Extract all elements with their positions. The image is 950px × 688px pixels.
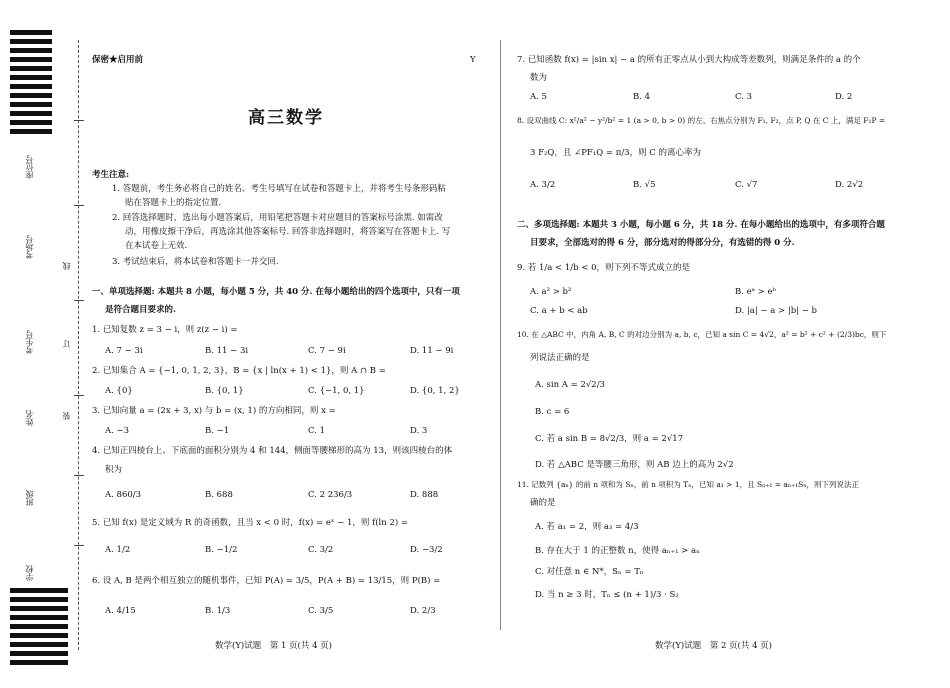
q11-option-d: D. 当 n ≥ 3 时，Tₙ ≤ (n + 1)/3 · S₂ (535, 590, 679, 600)
question-1: 1. 已知复数 z = 3 − i，则 z(z − i) = (92, 325, 238, 335)
q10-option-c: C. 若 a sin B = 8√2/3，则 a = 2√17 (535, 434, 684, 444)
version-mark: Y (470, 55, 476, 65)
q4-option-a: A. 860/3 (105, 490, 142, 500)
page-title: 高三数学 (248, 108, 324, 128)
q1-option-a: A. 7 − 3i (105, 346, 143, 356)
exam-no-label: 考生号 (25, 330, 34, 354)
page-1-footer: 数学(Y)试题 第 1 页(共 4 页) (215, 641, 333, 651)
seat-label: 座位号 (25, 155, 34, 179)
q11-option-c: C. 对任意 n ∈ N*，Sₙ = Tₙ (535, 567, 644, 577)
q6-option-b: B. 1/3 (205, 606, 231, 616)
cut-line (78, 40, 79, 650)
q1-option-c: C. 7 − 9i (308, 346, 346, 356)
q3-option-a: A. −3 (105, 426, 130, 436)
q6-option-d: D. 2/3 (410, 606, 436, 616)
q4-option-c: C. 2 236/3 (308, 490, 353, 500)
q3-option-c: C. 1 (308, 426, 326, 436)
notes-title: 考生注意: (92, 170, 130, 180)
school-label: 学校 (25, 565, 34, 581)
q8-option-d: D. 2√2 (835, 180, 864, 190)
name-label: 姓名 (25, 410, 34, 426)
question-11: 11. 记数列 {aₙ} 的前 n 项和为 Sₙ，前 n 项积为 Tₙ，已知 a₁ > 1，且 Sₙ₊₁ = aₙ₊₁Sₙ，则下列说法正 (517, 480, 859, 489)
q7-option-b: B. 4 (633, 92, 651, 102)
q8-option-a: A. 3/2 (530, 180, 556, 190)
field-line (74, 545, 84, 546)
q5-option-b: B. −1/2 (205, 545, 238, 555)
field-line (74, 205, 84, 206)
q10-option-b: B. c = 6 (535, 407, 570, 417)
q7-option-c: C. 3 (735, 92, 753, 102)
field-line (74, 395, 84, 396)
q7-option-d: D. 2 (835, 92, 853, 102)
question-8: 8. 设双曲线 C: x²/a² − y²/b² = 1 (a > 0, b > 0) 的左、右焦点分别为 F₁, F₂，点 P, Q 在 C 上，满足 F₁P = (517, 116, 886, 125)
note-line: 贴在答题卡上的指定位置. (125, 198, 222, 208)
q2-option-b: B. {0, 1} (205, 386, 244, 396)
question-7-cont: 数为 (530, 73, 548, 83)
q1-option-d: D. 11 − 9i (410, 346, 454, 356)
note-line: 1. 答题前，考生务必将自己的姓名、考生号填写在试卷和答题卡上，并将考生号条形码粘 (112, 184, 446, 194)
page-divider (500, 40, 501, 630)
q4-option-b: B. 688 (205, 490, 233, 500)
question-4-cont: 积为 (105, 465, 123, 475)
q2-option-d: D. {0, 1, 2} (410, 386, 460, 396)
question-4: 4. 已知正四棱台上、下底面的面积分别为 4 和 144，侧面等腰梯形的高为 13，则该四棱台的体 (92, 446, 453, 456)
q8-option-c: C. √7 (735, 180, 758, 190)
field-line (74, 120, 84, 121)
page-2-footer: 数学(Y)试题 第 2 页(共 4 页) (655, 641, 773, 651)
q5-option-a: A. 1/2 (105, 545, 131, 555)
field-line (74, 300, 84, 301)
confidential-label: 保密★启用前 (92, 55, 144, 65)
q9-option-c: C. a + b < ab (530, 306, 588, 316)
q11-option-a: A. 若 a₁ = 2，则 a₃ = 4/3 (535, 522, 639, 532)
cut-line-label-xian: 线 (62, 262, 71, 270)
cut-line-label-zhuang: 装 (62, 412, 71, 420)
q11-option-b: B. 存在大于 1 的正整数 n，使得 aₙ₊₁ > aₙ (535, 546, 700, 556)
question-11-cont: 确的是 (530, 498, 556, 508)
section-1-heading-cont: 是符合题目要求的. (105, 305, 176, 315)
q7-option-a: A. 5 (530, 92, 547, 102)
section-2-heading-cont: 目要求，全部选对的得 6 分，部分选对的得部分分，有选错的得 0 分. (530, 238, 795, 248)
question-10: 10. 在 △ABC 中，内角 A, B, C 的对边分别为 a, b, c，已知 a sin C = 4√2，a² = b² + c² + (2/3)bc，则下 (517, 330, 887, 339)
section-2-heading: 二、多项选择题: 本题共 3 小题，每小题 6 分，共 18 分. 在每小题给出的选项中，有多项符合题 (517, 220, 885, 230)
cut-line-label-ding: 订 (62, 340, 71, 348)
room-label: 考场号 (25, 235, 34, 259)
note-line: 在本试卷上无效. (125, 241, 188, 251)
q10-option-a: A. sin A = 2√2/3 (535, 380, 605, 390)
question-10-cont: 列说法正确的是 (530, 353, 590, 363)
q2-option-c: C. {−1, 0, 1} (308, 386, 365, 396)
question-6: 6. 设 A, B 是两个相互独立的随机事件，已知 P(A) = 3/5，P(A + B) = 13/15，则 P(B) = (92, 576, 441, 586)
q4-option-d: D. 888 (410, 490, 439, 500)
q3-option-b: B. −1 (205, 426, 230, 436)
binding-barcode-top (10, 30, 52, 138)
binding-barcode-bottom (10, 588, 68, 669)
q3-option-d: D. 3 (410, 426, 428, 436)
section-1-heading: 一、单项选择题: 本题共 8 小题，每小题 5 分，共 40 分. 在每小题给出的四个选项中，只有一项 (92, 287, 460, 297)
class-label: 班级 (25, 490, 34, 506)
q5-option-d: D. −3/2 (410, 545, 443, 555)
question-8-cont: 3 F₂Q，且 ∠PF₁Q = π/3，则 C 的离心率为 (530, 148, 701, 158)
q9-option-b: B. eᵃ > eᵇ (735, 287, 776, 297)
q6-option-a: A. 4/15 (105, 606, 136, 616)
note-line: 3. 考试结束后，将本试卷和答题卡一并交回. (112, 257, 279, 267)
field-line (74, 475, 84, 476)
q9-option-a: A. a² > b² (530, 287, 572, 297)
q1-option-b: B. 11 − 3i (205, 346, 249, 356)
q2-option-a: A. {0} (105, 386, 133, 396)
question-7: 7. 已知函数 f(x) = |sin x| − a 的所有正零点从小到大构成等差数列，则满足条件的 a 的个 (517, 55, 861, 65)
note-line: 2. 回答选择题时，选出每小题答案后，用铅笔把答题卡对应题目的答案标号涂黑. 如需改 (112, 213, 443, 223)
q5-option-c: C. 3/2 (308, 545, 334, 555)
q6-option-c: C. 3/5 (308, 606, 334, 616)
question-3: 3. 已知向量 a = (2x + 3, x) 与 b = (x, 1) 的方向相同，则 x = (92, 406, 336, 416)
note-line: 动，用橡皮擦干净后，再选涂其他答案标号. 回答非选择题时，将答案写在答题卡上. 写 (125, 227, 451, 237)
q8-option-b: B. √5 (633, 180, 656, 190)
q10-option-d: D. 若 △ABC 是等腰三角形，则 AB 边上的高为 2√2 (535, 460, 734, 470)
question-9: 9. 若 1/a < 1/b < 0，则下列不等式成立的是 (517, 263, 691, 273)
question-2: 2. 已知集合 A = {−1, 0, 1, 2, 3}，B = {x | ln(x + 1) < 1}，则 A ∩ B = (92, 366, 386, 376)
q9-option-d: D. |a| − a > |b| − b (735, 306, 817, 316)
question-5: 5. 已知 f(x) 是定义域为 R 的奇函数，且当 x < 0 时，f(x) = eˣ − 1，则 f(ln 2) = (92, 518, 408, 528)
